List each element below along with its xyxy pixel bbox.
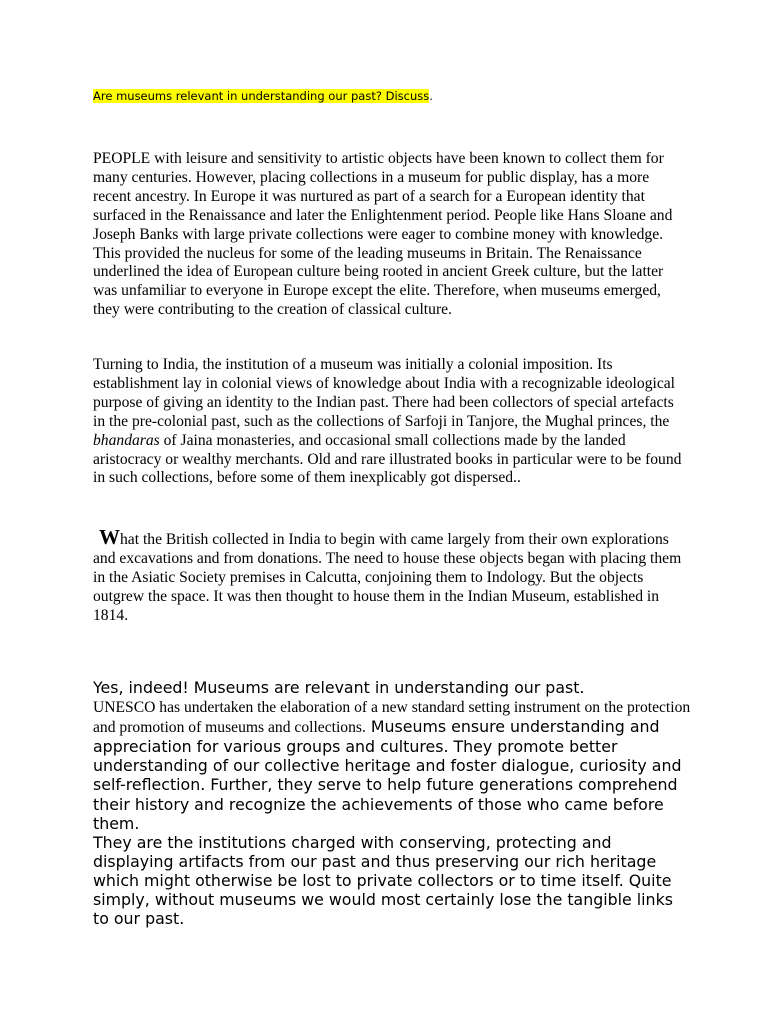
paragraph-india-italic: bhandaras <box>93 431 160 449</box>
paragraph-europe: PEOPLE with leisure and sensitivity to artistic objects have been known to collect them for many centuries. However, placing collections in a museum for public display, has a more recent ancestry. In Europe it was nurtured as part of a search for a European identity that surfaced in the Renaissance and later the Enlightenment period. People like Hans Sloane and Joseph Banks with large private collections were eager to combine money with knowledge. This provided the nucleus for some of the leading museums in Britain. The Renaissance underlined the idea of European culture being rooted in ancient Greek culture, but the latter was unfamiliar to everyone in Europe except the elite. Therefore, when museums emerged, they were contributing to the creation of classical culture. <box>93 150 673 319</box>
paragraph-india-text-2: of Jaina monasteries, and occasional small collections made by the landed aristocracy or wealthy merchants. Old and rare illustrated books in particular were to be found in such collections, before some of them inexplicably got dispersed.. <box>93 431 682 487</box>
paragraph-british <box>93 525 683 626</box>
answer-body: Museums ensure understanding and appreciation for various groups and cultures. They promote better understanding of our collective heritage and foster dialogue, curiosity and self-reflection. Further, they serve to help future generations comprehend their history and recognize the achievements of those who came before them. <box>93 717 682 833</box>
answer-unesco: UNESCO has undertaken the elaboration of a new standard setting instrument on the protection and promotion of museums and collections. <box>93 699 691 737</box>
question-period: . <box>429 89 433 103</box>
answer-paragraph <box>93 678 693 928</box>
drop-cap: W <box>99 525 120 549</box>
paragraph-british-text: hat the British collected in India to begin with came largely from their own explorations and excavations and from donations. The need to house these objects began with placing them in the Asiatic Society premises in Calcutta, conjoining them to Indology. But the objects outgrew the space. It was then thought to house them in the Indian Museum, established in 1814. <box>93 531 682 624</box>
answer-closing: They are the institutions charged with conserving, protecting and displaying artifacts from our past and thus preserving our rich heritage which might otherwise be lost to private collectors or to time itself. Quite simply, without museums we would most certainly lose the tangible links to our past. <box>93 832 673 929</box>
paragraph-india <box>93 356 683 488</box>
question-heading <box>93 88 433 104</box>
question-highlight: Are museums relevant in understanding our past? Discuss <box>93 89 430 103</box>
answer-lead: Yes, indeed! Museums are relevant in understanding our past. <box>93 678 585 697</box>
paragraph-india-text-1: Turning to India, the institution of a museum was initially a colonial imposition. Its establishment lay in colonial views of knowledge about India with a recognizable ideological purpose of giving an identity to the Indian past. There had been collectors of special artefacts in the pre-colonial past, such as the collections of Sarfoji in Tanjore, the Mughal princes, the <box>93 356 675 430</box>
